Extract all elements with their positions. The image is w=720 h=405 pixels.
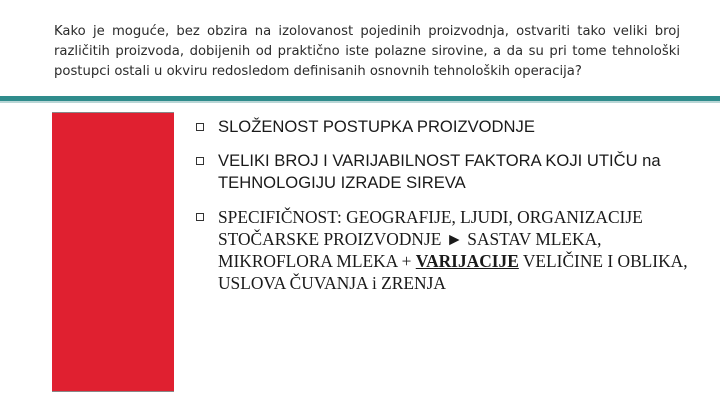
bullet-text: SPECIFIČNOST: GEOGRAFIJE, LJUDI, ORGANIZACIJE STOČARSKE PROIZVODNJE ► SASTAV MLEKA, MIKROFLORA MLEKA + xyxy=(218,207,643,271)
bullet-text: VELIKI BROJ I VARIJABILNOST FAKTORA KOJI UTIČU na TEHNOLOGIJU IZRADE SIREVA xyxy=(218,151,661,192)
bullet-item xyxy=(196,150,696,194)
emphasized-word: VARIJACIJE xyxy=(415,251,519,271)
bullet-list xyxy=(196,116,696,294)
red-image-panel xyxy=(52,112,174,392)
bullet-text: VELIČINE I OBLIKA, USLOVA ČUVANJA i ZRENJA xyxy=(218,251,688,293)
square-box-icon xyxy=(196,213,204,221)
square-box-icon xyxy=(196,123,204,131)
slide-title: Kako je moguće, bez obzira na izolovanost pojedinih proizvodnja, ostvariti tako veliki broj različitih proizvoda, dobijenih od praktično iste polazne sirovine, a da su pri tome tehnološki postupci ostali u okviru redosledom definisanih osnovnih tehnoloških operacija? xyxy=(54,24,680,79)
bullet-item xyxy=(196,206,696,294)
bullet-text: SLOŽENOST POSTUPKA PROIZVODNJE xyxy=(218,117,535,136)
bullet-item xyxy=(196,116,696,138)
square-box-icon xyxy=(196,157,204,165)
title-divider-shadow xyxy=(0,101,720,103)
